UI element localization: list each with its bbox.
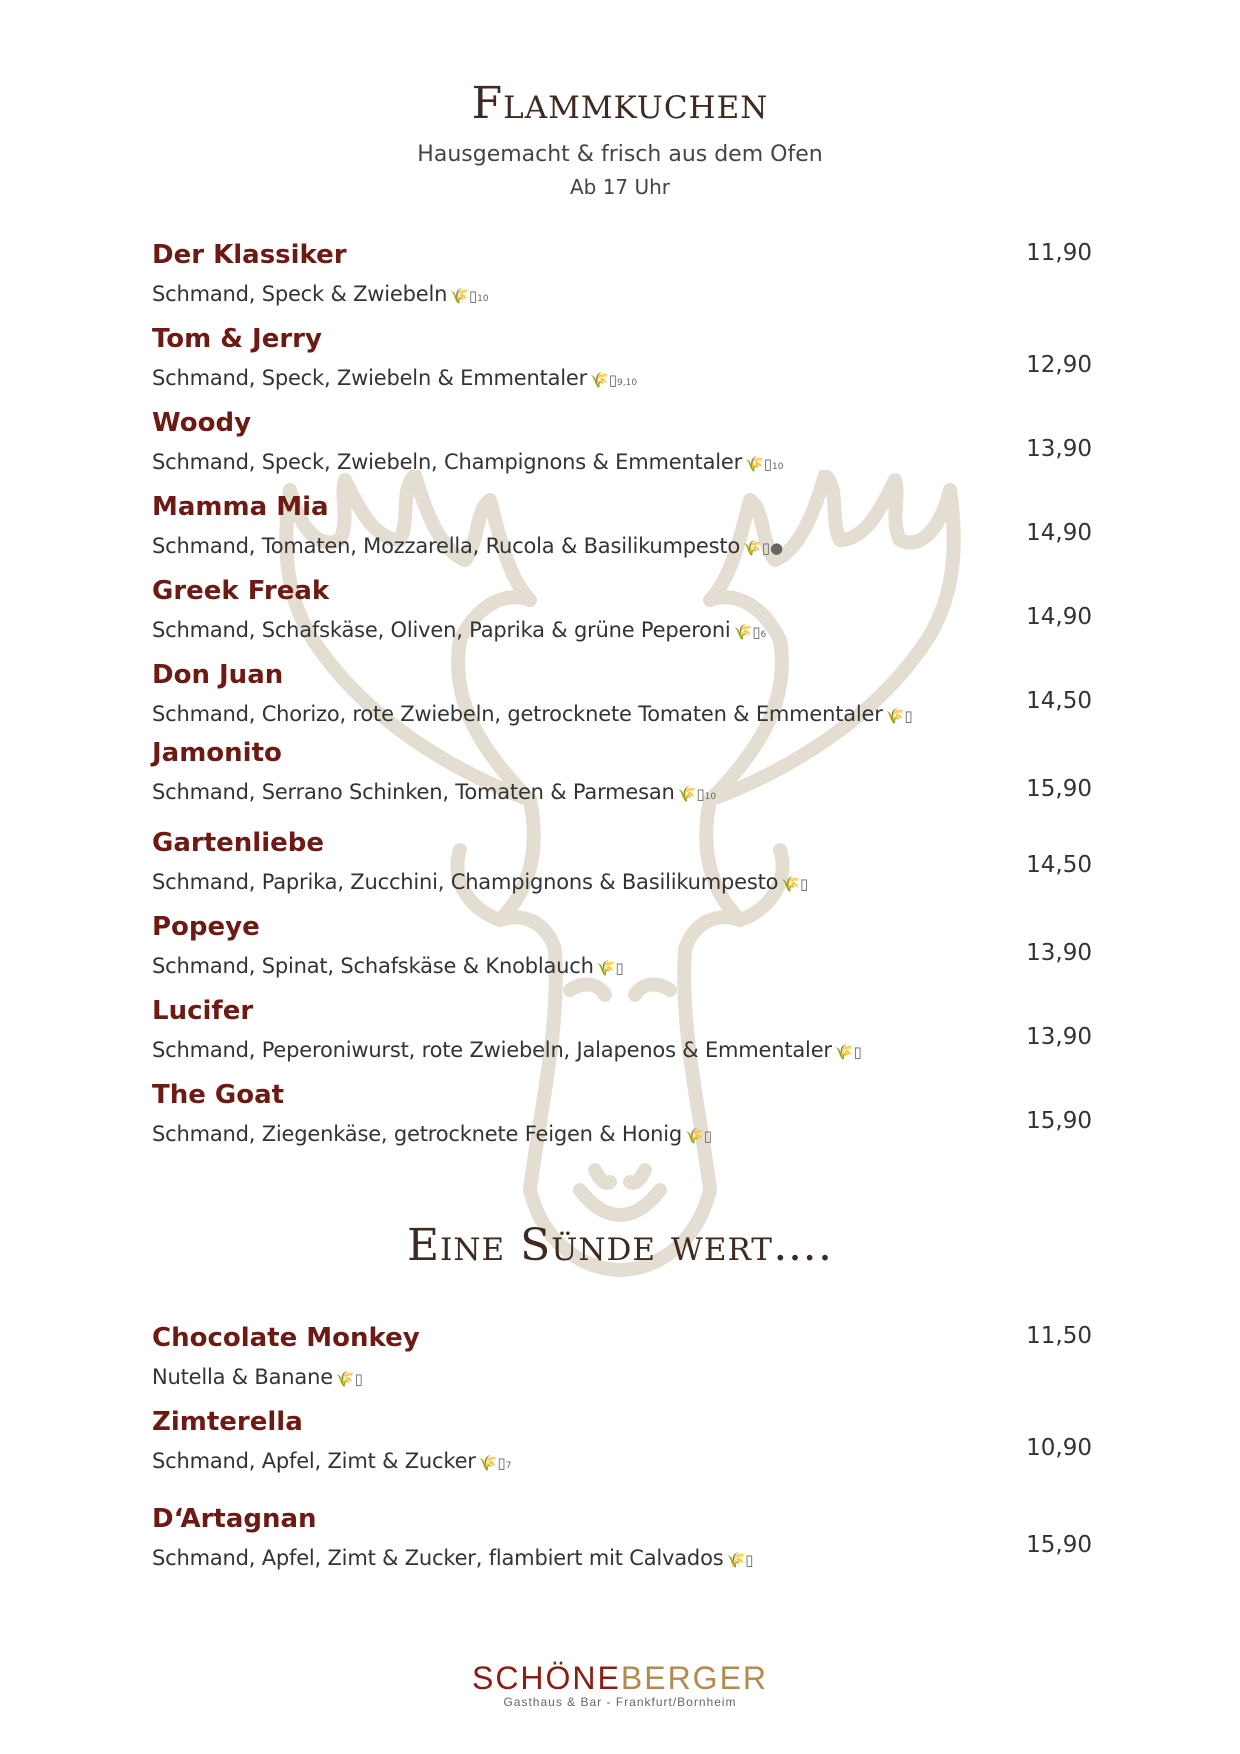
allergen-icons: 🌾▯7 <box>478 1454 512 1472</box>
menu-item <box>152 660 1092 736</box>
brand-tagline: Gasthaus & Bar - Frankfurt/Bornheim <box>503 1695 737 1709</box>
item-name: Woody <box>152 408 252 438</box>
item-name: Mamma Mia <box>152 492 329 522</box>
item-description: Schmand, Schafskäse, Oliven, Paprika & grüne Peperoni 🌾▯6 <box>152 618 767 642</box>
item-name: Don Juan <box>152 660 284 690</box>
item-price: 14,50 <box>1026 688 1092 714</box>
brand-name-part1: SCHÖNE <box>471 1660 621 1696</box>
item-price: 11,90 <box>1026 240 1092 266</box>
menu-item <box>152 1080 1092 1156</box>
item-name: Jamonito <box>152 738 282 768</box>
allergen-icons: 🌾▯10 <box>745 455 784 473</box>
item-name: Der Klassiker <box>152 240 347 270</box>
brand-logo <box>0 1660 1240 1709</box>
allergen-icons: 🌾▯6 <box>733 623 767 641</box>
item-price: 13,90 <box>1026 940 1092 966</box>
item-name: D‘Artagnan <box>152 1504 317 1534</box>
menu-item <box>152 1504 1092 1580</box>
item-description: Schmand, Tomaten, Mozzarella, Rucola & Basilikumpesto 🌾▯● <box>152 534 784 558</box>
allergen-icons: 🌾▯9,10 <box>590 371 638 389</box>
menu-item <box>152 996 1092 1072</box>
allergen-icons: 🌾▯10 <box>677 785 717 803</box>
item-price: 13,90 <box>1026 436 1092 462</box>
menu-item <box>152 738 1092 814</box>
item-description: Schmand, Speck & Zwiebeln 🌾▯10 <box>152 282 489 306</box>
item-description: Schmand, Apfel, Zimt & Zucker, flambiert mit Calvados 🌾▯ <box>152 1546 754 1570</box>
item-name: Popeye <box>152 912 260 942</box>
item-name: Chocolate Monkey <box>152 1323 420 1353</box>
menu-item <box>152 576 1092 652</box>
allergen-icons: 🌾▯● <box>743 539 784 557</box>
item-name: Gartenliebe <box>152 828 324 858</box>
item-name: Zimterella <box>152 1407 303 1437</box>
menu-item <box>152 1407 1092 1483</box>
item-description: Schmand, Spinat, Schafskäse & Knoblauch 🌾▯ <box>152 954 624 978</box>
item-name: Lucifer <box>152 996 254 1026</box>
menu-item <box>152 1323 1092 1399</box>
item-description: Schmand, Speck, Zwiebeln & Emmentaler 🌾▯9,10 <box>152 366 638 390</box>
opening-hours: Ab 17 Uhr <box>569 175 671 199</box>
item-price: 11,50 <box>1026 1323 1092 1349</box>
menu-item <box>152 912 1092 988</box>
item-description: Schmand, Peperoniwurst, rote Zwiebeln, Jalapenos & Emmentaler 🌾▯ <box>152 1038 862 1062</box>
menu-item <box>152 408 1092 484</box>
menu-item <box>152 240 1092 316</box>
item-description: Schmand, Serrano Schinken, Tomaten & Parmesan 🌾▯10 <box>152 780 717 804</box>
section-title-desserts: Eine Sünde wert…. <box>407 1220 833 1271</box>
item-price: 10,90 <box>1026 1435 1092 1461</box>
item-description: Schmand, Apfel, Zimt & Zucker 🌾▯7 <box>152 1449 512 1473</box>
item-name: Tom & Jerry <box>152 324 322 354</box>
section-subtitle: Hausgemacht & frisch aus dem Ofen <box>417 142 823 167</box>
item-price: 12,90 <box>1026 352 1092 378</box>
allergen-icons: 🌾▯ <box>781 875 809 893</box>
item-description: Schmand, Chorizo, rote Zwiebeln, getrocknete Tomaten & Emmentaler 🌾▯ <box>152 702 913 726</box>
item-description: Nutella & Banane 🌾▯ <box>152 1365 363 1389</box>
allergen-icons: 🌾▯ <box>596 959 624 977</box>
section-title-flammkuchen: Flammkuchen <box>471 78 769 129</box>
item-description: Schmand, Paprika, Zucchini, Champignons & Basilikumpesto 🌾▯ <box>152 870 809 894</box>
item-price: 13,90 <box>1026 1024 1092 1050</box>
item-name: The Goat <box>152 1080 285 1110</box>
menu-item <box>152 828 1092 904</box>
item-price: 14,50 <box>1026 852 1092 878</box>
allergen-icons: 🌾▯ <box>335 1370 363 1388</box>
allergen-icons: 🌾▯ <box>834 1043 862 1061</box>
item-price: 14,90 <box>1026 520 1092 546</box>
item-price: 15,90 <box>1026 776 1092 802</box>
allergen-icons: 🌾▯10 <box>450 287 489 305</box>
item-description: Schmand, Speck, Zwiebeln, Champignons & Emmentaler 🌾▯10 <box>152 450 784 474</box>
item-name: Greek Freak <box>152 576 330 606</box>
menu-item <box>152 324 1092 400</box>
allergen-icons: 🌾▯ <box>685 1127 712 1145</box>
item-price: 15,90 <box>1026 1108 1092 1134</box>
brand-name-part2: BERGER <box>620 1660 769 1696</box>
allergen-icons: 🌾▯ <box>885 707 913 725</box>
item-price: 15,90 <box>1026 1532 1092 1558</box>
menu-item <box>152 492 1092 568</box>
allergen-icons: 🌾▯ <box>726 1551 754 1569</box>
item-price: 14,90 <box>1026 604 1092 630</box>
item-description: Schmand, Ziegenkäse, getrocknete Feigen & Honig 🌾▯ <box>152 1122 712 1146</box>
